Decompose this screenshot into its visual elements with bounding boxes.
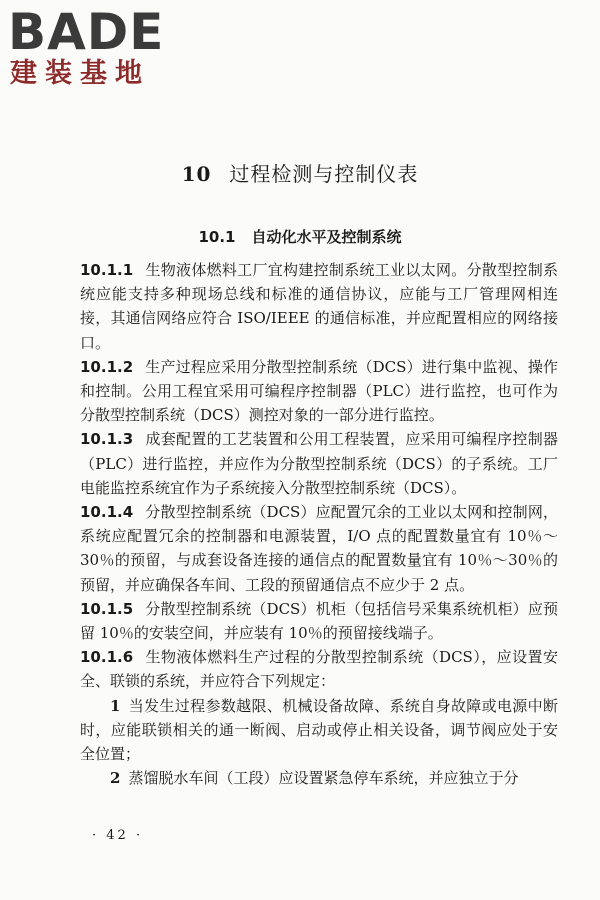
chapter-title-text: 过程检测与控制仪表 — [229, 162, 419, 186]
clause-10-1-4 — [80, 500, 558, 597]
clause-number: 10.1.1 — [80, 261, 134, 279]
clause-number: 10.1.2 — [80, 357, 134, 376]
logo-subtitle: 建装基地 — [10, 58, 150, 89]
section-title-text: 自动化水平及控制系统 — [251, 228, 402, 246]
logo-wordmark: BADE — [8, 3, 165, 61]
chapter-title — [0, 158, 600, 187]
clause-10-1-1 — [80, 258, 558, 355]
chapter-number: 10 — [181, 162, 212, 186]
clause-10-1-5 — [80, 597, 558, 645]
list-item — [80, 766, 558, 790]
page-number: · 42 · — [92, 828, 144, 843]
clause-number: 10.1.5 — [80, 599, 134, 618]
clause-text: 生物液体燃料工厂宜构建控制系统工业以太网。分散型控制系统应能支持多种现场总线和标准的通信协议，应能与工厂管理网相连接，其通信网络应符合 ISO/IEEE 的通信标准，并应配置相应的网络接口。 — [80, 261, 558, 352]
clause-number: 10.1.6 — [80, 648, 134, 667]
clause-text: 成套配置的工艺装置和公用工程装置，应采用可编程序控制器（PLC）进行监控，并应作为分散型控制系统（DCS）的子系统。工厂电能监控系统宜作为子系统接入分散型控制系统（DCS）。 — [80, 430, 558, 497]
clause-number: 10.1.3 — [80, 430, 134, 449]
item-number: 2 — [110, 769, 121, 788]
clause-10-1-6 — [80, 645, 558, 693]
item-text: 当发生过程参数越限、机械设备故障、系统自身故障或电源中断时，应能联锁相关的通一断阀、启动或停止相关设备，调节阀应处于安全位置； — [80, 696, 558, 764]
item-text: 蒸馏脱水车间（工段）应设置紧急停车系统，并应独立于分 — [128, 769, 519, 788]
clause-text: 分散型控制系统（DCS）应配置冗余的工业以太网和控制网，系统应配置冗余的控制器和电源装置，I/O 点的配置数量宜有 10％～30％的预留，与成套设备连接的通信点的配置数量宜有 10％～30％的预留，并应确保各车间、工段的预留通信点不应少于 2 点。 — [80, 503, 558, 594]
section-number: 10.1 — [198, 228, 236, 246]
clause-text: 生物液体燃料生产过程的分散型控制系统（DCS），应设置安全、联锁的系统，并应符合下列规定： — [80, 648, 558, 691]
clause-text: 生产过程应采用分散型控制系统（DCS）进行集中监视、操作和控制。公用工程宜采用可编程序控制器（PLC）进行监控，也可作为分散型控制系统（DCS）测控对象的一部分进行监控。 — [80, 357, 558, 425]
bade-logo — [8, 3, 178, 92]
section-title — [0, 226, 600, 247]
item-number: 1 — [110, 696, 121, 715]
document-body — [80, 258, 558, 790]
clause-number: 10.1.4 — [80, 503, 134, 522]
clause-10-1-3 — [80, 427, 558, 500]
clause-10-1-2 — [80, 355, 558, 428]
list-item — [80, 694, 558, 767]
clause-text: 分散型控制系统（DCS）机柜（包括信号采集系统机柜）应预留 10％的安装空间，并应装有 10％的预留接线端子。 — [80, 599, 558, 643]
